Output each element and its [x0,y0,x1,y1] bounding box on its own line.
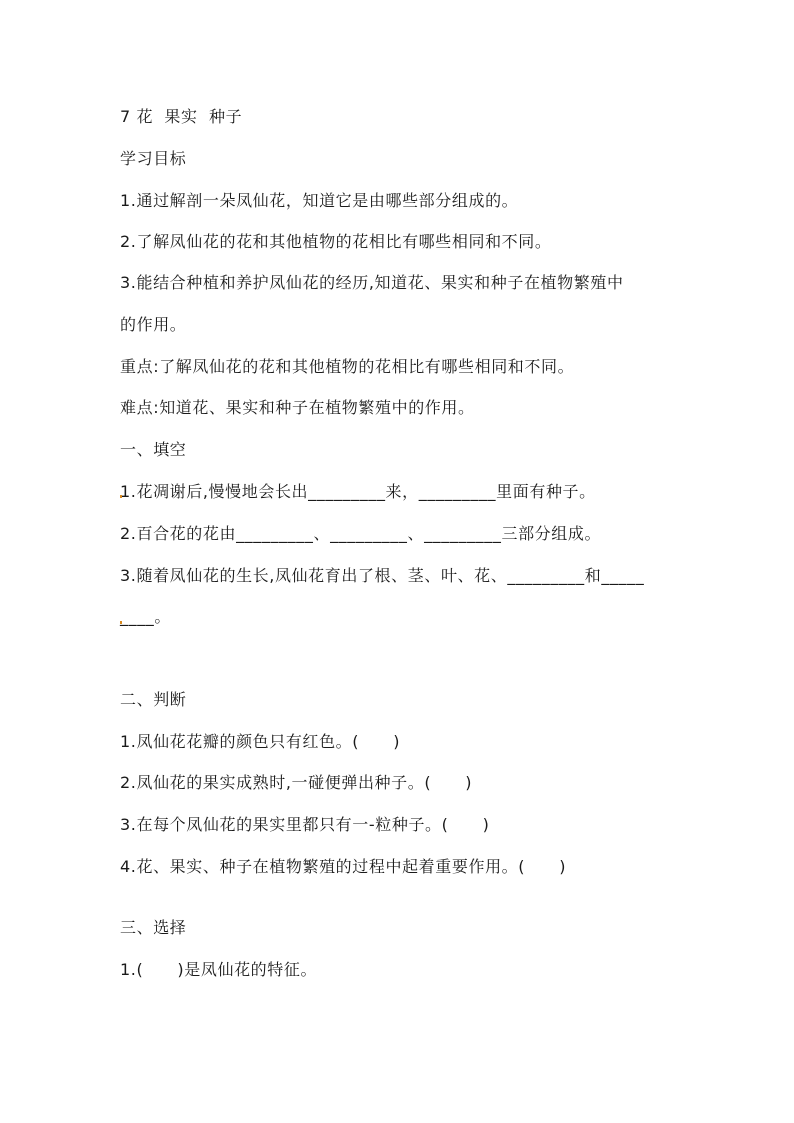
objectives-heading: 学习目标 [120,149,187,168]
key-point: 重点:了解凤仙花的花和其他植物的花相比有哪些相同和不同。 [120,357,575,376]
choice-question: 1.( )是凤仙花的特征。 [120,960,318,979]
judgment-question: 3.在每个凤仙花的果实里都只有一-粒种子。( ) [120,815,490,834]
choice-heading: 三、选择 [120,918,187,937]
judgment-question: 2.凤仙花的果实成熟时,一碰便弹出种子。( ) [120,773,473,792]
objective-item: 3.能结合种植和养护凤仙花的经历,知道花、果实和种子在植物繁殖中 [120,273,624,292]
fill-blank-question-continuation: ____。 [120,607,171,626]
objective-item: 2.了解凤仙花的花和其他植物的花相比有哪些相同和不同。 [120,232,552,251]
judgment-question: 1.凤仙花花瓣的颜色只有红色。( ) [120,732,401,751]
difficult-point: 难点:知道花、果实和种子在植物繁殖中的作用。 [120,398,475,417]
fill-blank-heading: 一、填空 [120,440,187,459]
fill-blank-question: 1.花凋谢后,慢慢地会长出_________来，_________里面有种子。 [120,482,596,501]
lesson-title: 7 花 果实 种子 [120,107,243,126]
judgment-question: 4.花、果实、种子在植物繁殖的过程中起着重要作用。( ) [120,857,567,876]
objective-item: 1.通过解剖一朵凤仙花，知道它是由哪些部分组成的。 [120,191,519,210]
fill-blank-question: 2.百合花的花由_________、_________、_________三部分组成。 [120,524,602,543]
fill-blank-question: 3.随着凤仙花的生长,凤仙花育出了根、茎、叶、花、_________和_____ [120,566,645,585]
objective-item-continuation: 的作用。 [120,315,187,334]
judgment-heading: 二、判断 [120,690,187,709]
